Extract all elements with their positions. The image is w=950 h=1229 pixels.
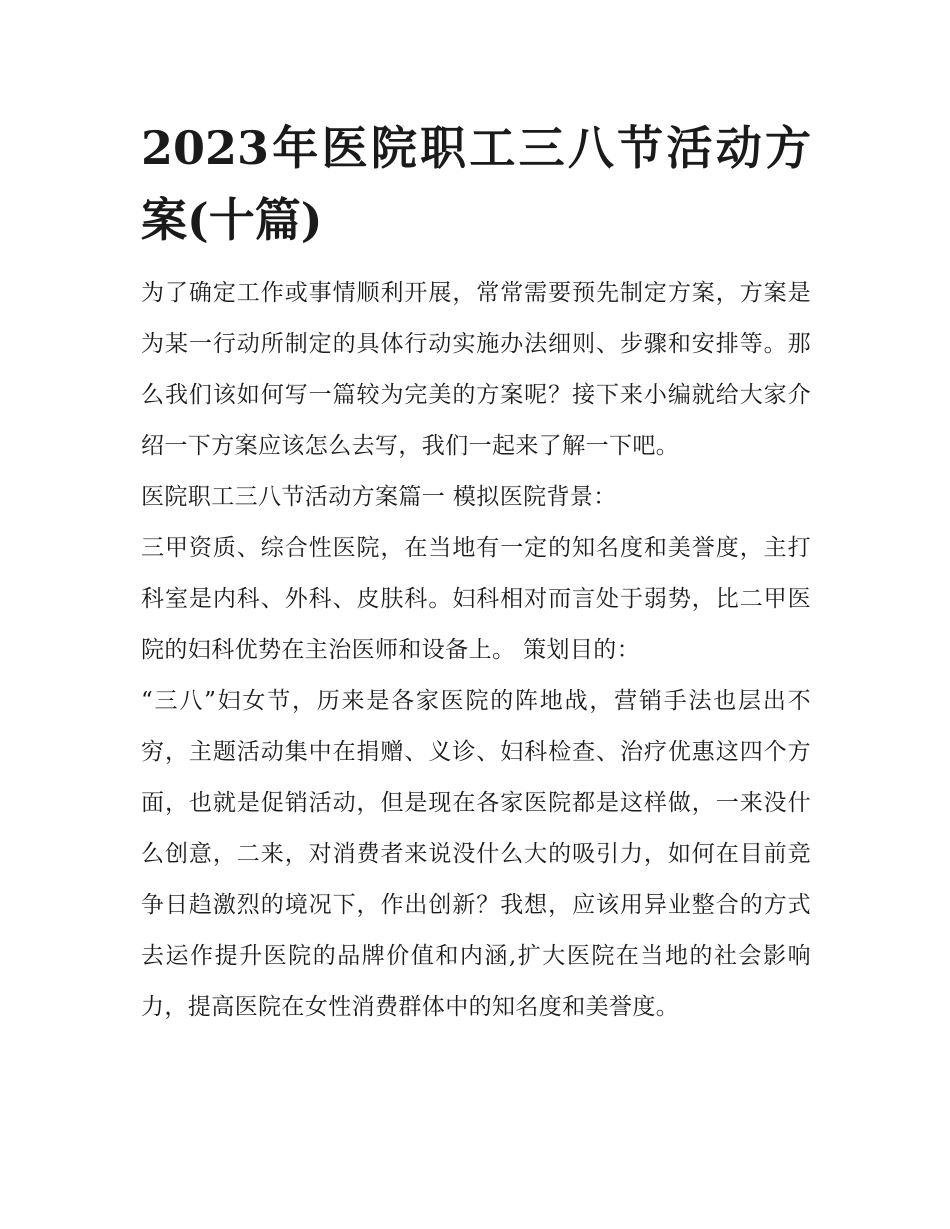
intro-paragraph: 为了确定工作或事情顺利开展，常常需要预先制定方案，方案是为某一行动所制定的具体行动实施办法细则、步骤和安排等。那么我们该如何写一篇较为完美的方案呢？接下来小编就给大家介绍一下方案应该怎么去写，我们一起来了解一下吧。 — [141, 280, 811, 459]
background-paragraph: 三甲资质、综合性医院，在当地有一定的知名度和美誉度，主打科室是内科、外科、皮肤科。妇科相对而言处于弱势，比二甲医院的妇科优势在主治医师和设备上。 策划目的： — [141, 535, 811, 663]
purpose-paragraph: “三八”妇女节，历来是各家医院的阵地战，营销手法也层出不穷，主题活动集中在捐赠、义诊、妇科检查、治疗优惠这四个方面，也就是促销活动，但是现在各家医院都是这样做，一来没什么创意，二来，对消费者来说没什么大的吸引力，如何在目前竞争日趋激烈的境况下，作出创新？我想，应该用异业整合的方式去运作提升医院的品牌价值和内涵,扩大医院在当地的社会影响力，提高医院在女性消费群体中的知名度和美誉度。 — [141, 688, 811, 1020]
document-title: 2023年医院职工三八节活动方案(十篇) — [141, 121, 811, 247]
section-heading-paragraph: 医院职工三八节活动方案篇一 模拟医院背景： — [141, 484, 617, 510]
document-body — [141, 112, 811, 1033]
